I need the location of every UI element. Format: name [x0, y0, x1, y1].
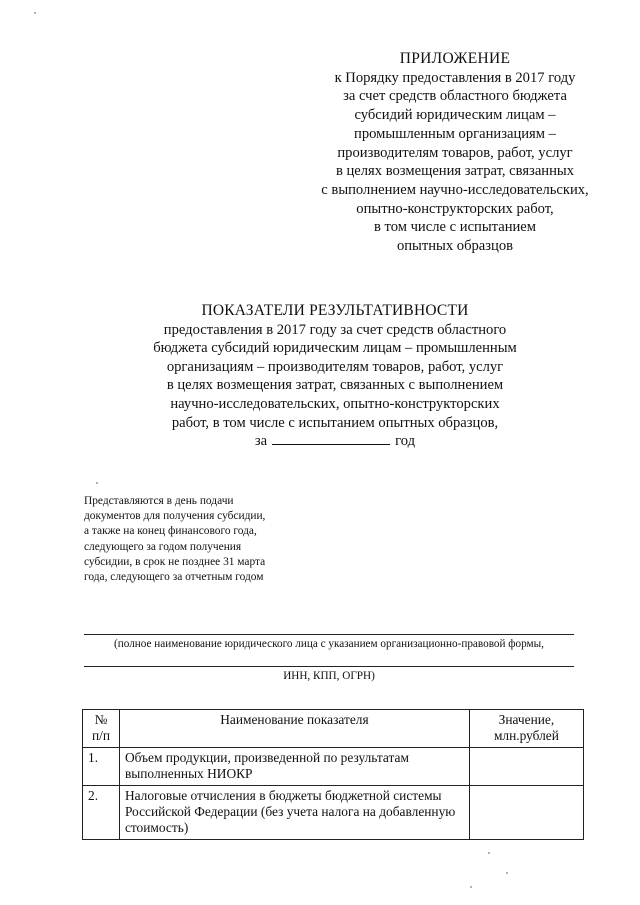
note-line: следующего за годом получения	[84, 540, 242, 553]
row-value-cell[interactable]	[469, 786, 583, 840]
row-num: 2.	[83, 786, 120, 840]
heading-line: в целях возмещения затрат, связанных с выполнением	[166, 377, 504, 394]
scan-speck	[488, 852, 490, 854]
note-line: а также на конец финансового года,	[84, 525, 257, 538]
indicators-table	[82, 709, 584, 840]
header-value-line2: млн.рублей	[493, 728, 559, 743]
header-value	[469, 710, 583, 748]
heading-line: бюджета субсидий юридическим лицам – промышленным	[153, 340, 517, 357]
document-heading	[100, 302, 570, 451]
note-line: Представляются в день подачи	[84, 495, 234, 507]
scan-speck	[96, 482, 98, 484]
period-prefix: за	[254, 433, 268, 450]
note-line: субсидии, в срок не позднее 31 марта	[84, 555, 266, 568]
appendix-line: в целях возмещения затрат, связанных	[335, 163, 575, 180]
appendix-line: субсидий юридическим лицам –	[354, 107, 556, 124]
appendix-line: производителям товаров, работ, услуг	[337, 144, 573, 161]
header-name: Наименование показателя	[119, 710, 469, 748]
header-value-line1: Значение,	[498, 712, 555, 727]
appendix-line: за счет средств областного бюджета	[343, 88, 567, 105]
row-value-cell[interactable]	[469, 748, 583, 786]
heading-title: ПОКАЗАТЕЛИ РЕЗУЛЬТАТИВНОСТИ	[201, 302, 469, 319]
appendix-line: промышленным организациям –	[354, 125, 556, 142]
table-row	[83, 786, 584, 840]
entity-name-line[interactable]	[84, 634, 574, 635]
note-line: года, следующего за отчетным годом	[84, 571, 264, 584]
appendix-line: в том числе с испытанием	[373, 219, 537, 236]
table-header-row	[83, 710, 584, 748]
table-row	[83, 748, 584, 786]
entity-details-line[interactable]	[84, 666, 574, 667]
period-suffix: год	[395, 433, 416, 450]
heading-line: научно-исследовательских, опытно-конструкторских	[170, 395, 500, 412]
entity-caption-1: (полное наименование юридического лица с указанием организационно-правовой формы,	[114, 638, 544, 650]
appendix-line: опытных образцов	[396, 238, 514, 255]
appendix-block	[300, 50, 610, 256]
appendix-line: опытно-конструкторских работ,	[356, 200, 554, 217]
note-line: документов для получения субсидии,	[84, 510, 266, 523]
heading-line: работ, в том числе с испытанием опытных образцов,	[171, 414, 499, 431]
scan-speck	[470, 886, 472, 888]
row-name: Налоговые отчисления в бюджеты бюджетной системы Российской Федерации (без учета налога на добавленную стоимость)	[119, 786, 469, 840]
header-num-line2: п/п	[91, 728, 110, 743]
heading-line: предоставления в 2017 году за счет средств областного	[163, 321, 507, 338]
header-num	[83, 710, 120, 748]
scan-speck	[506, 872, 508, 874]
appendix-title: ПРИЛОЖЕНИЕ	[399, 50, 511, 67]
scan-speck	[34, 12, 36, 14]
row-name: Объем продукции, произведенной по результатам выполненных НИОКР	[119, 748, 469, 786]
period-blank-field[interactable]	[272, 432, 390, 445]
row-num: 1.	[83, 748, 120, 786]
entity-caption-2: ИНН, КПП, ОГРН)	[283, 670, 375, 682]
submission-note	[84, 494, 314, 585]
heading-line: организациям – производителям товаров, работ, услуг	[166, 358, 504, 375]
period-line	[100, 432, 570, 451]
appendix-line: к Порядку предоставления в 2017 году	[334, 69, 576, 86]
appendix-line: с выполнением научно-исследовательских,	[321, 181, 589, 198]
header-num-line1: №	[94, 712, 108, 727]
